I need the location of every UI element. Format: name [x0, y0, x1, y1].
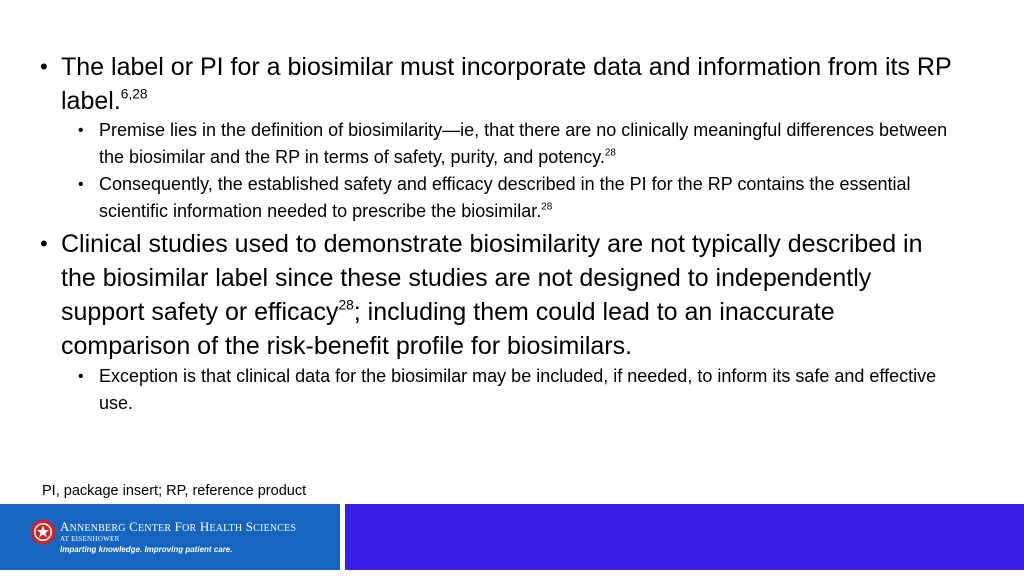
bullet-1-sub-2-text: Consequently, the established safety and efficacy described in the PI for the RP contains the essential scientific information needed to prescribe the biosimilar.$^{28}$	[99, 174, 911, 221]
bullet-dot-icon: •	[78, 368, 84, 385]
bullet-2-sub-1-text: Exception is that clinical data for the biosimilar may be included, if needed, to inform its safe and effective use.	[99, 366, 937, 413]
bullet-1-sub-1-text: Premise lies in the definition of biosimilarity—ie, that there are no clinically meaningful differences between the biosimilar and the RP in terms of safety, purity, and potency.$^{28}$	[99, 120, 948, 167]
footer-color-band	[345, 504, 1024, 570]
footer-logo-panel	[0, 504, 340, 570]
logo-name: ANNENBERG CENTER FOR HEALTH SCIENCES	[60, 519, 297, 534]
annenberg-star-logo-icon	[30, 519, 56, 545]
logo-tagline: Imparting knowledge. Improving patient care.	[60, 545, 233, 554]
bullet-1-text: The label or PI for a biosimilar must incorporate data and information from its RP label.$^{6,28}$	[61, 53, 952, 115]
bullet-2-text: Clinical studies used to demonstrate biosimilarity are not typically described in the biosimilar label since these studies are not designed to independently support safety or efficacy$^{28}$; including them could lead to an inaccurate comparison of the risk-benefit profile for biosimilars.	[61, 230, 923, 360]
bullet-dot-icon: •	[78, 122, 84, 139]
bullet-dot-icon: •	[40, 54, 48, 79]
logo-subtitle: AT EISENHOWER	[60, 535, 120, 543]
bullet-dot-icon: •	[40, 231, 48, 256]
bullet-dot-icon: •	[78, 176, 84, 193]
footnote: PI, package insert; RP, reference product	[42, 483, 307, 499]
